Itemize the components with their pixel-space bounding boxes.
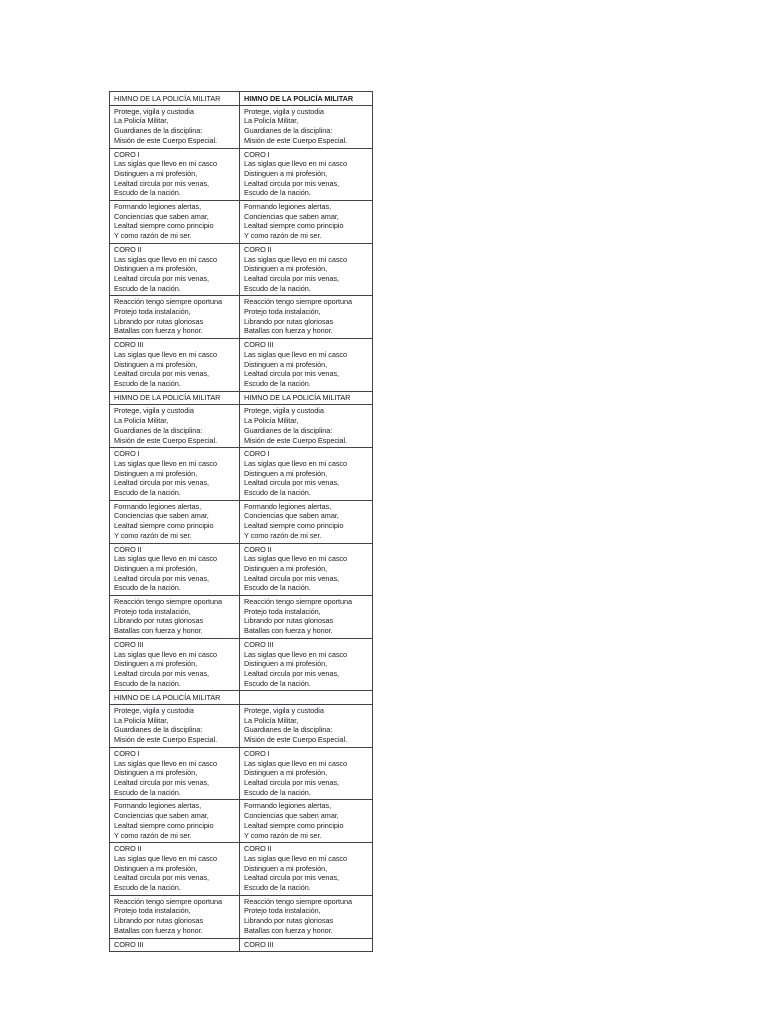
lyric-line: Protejo toda instalación, [244, 906, 321, 916]
lyric-line: Reacción tengo siempre oportuna [114, 597, 222, 607]
lyric-line: Reacción tengo siempre oportuna [244, 297, 352, 307]
lyrics-cell-left [110, 106, 239, 148]
lyric-line: Lealtad circula por mis venas, [114, 668, 210, 678]
lyrics-cell-left [110, 405, 239, 447]
lyric-line: Las siglas que llevo en mi casco [114, 159, 218, 169]
lyrics-cell-right [239, 939, 372, 952]
lyric-line: Batallas con fuerza y honor. [114, 925, 203, 935]
lyric-line: Protejo toda instalación, [114, 906, 191, 916]
lyric-line: La Policía Militar, [244, 715, 299, 725]
lyric-line: Lealtad circula por mis venas, [114, 369, 210, 379]
lyric-line: Lealtad circula por mis venas, [244, 369, 340, 379]
lyrics-cell-right [239, 339, 372, 391]
hymn-title-text: HIMNO DE LA POLICÍA MILITAR [114, 93, 221, 103]
lyric-line: Las siglas que llevo en mi casco [114, 649, 218, 659]
lyric-line: Y como razón de mi ser. [114, 530, 192, 540]
lyric-line: Escudo de la nación. [114, 678, 181, 688]
lyrics-cell-left [110, 596, 239, 638]
stanza-row [110, 200, 372, 243]
lyrics-cell-left [110, 896, 239, 938]
lyric-line: Lealtad circula por mis venas, [114, 273, 210, 283]
lyric-line: Escudo de la nación. [114, 488, 181, 498]
lyric-line: Protege, vigila y custodia [244, 406, 324, 416]
lyrics-cell-right [239, 896, 372, 938]
lyric-line: Guardianes de la disciplina: [244, 725, 333, 735]
lyric-line: Las siglas que llevo en mi casco [114, 853, 218, 863]
lyric-line: Conciencias que saben amar, [114, 811, 209, 821]
lyric-line: Escudo de la nación. [244, 378, 311, 388]
lyric-line: Las siglas que llevo en mi casco [244, 159, 348, 169]
lyric-line: CORO III [244, 639, 274, 649]
lyric-line: Protege, vigila y custodia [244, 706, 324, 716]
lyric-line: Lealtad circula por mis venas, [244, 573, 340, 583]
lyrics-cell-left [110, 339, 239, 391]
lyric-line: Las siglas que llevo en mi casco [114, 758, 218, 768]
lyric-line: Conciencias que saben amar, [114, 211, 209, 221]
lyric-line: Lealtad circula por mis venas, [244, 273, 340, 283]
lyric-line: CORO III [114, 340, 144, 350]
lyric-line: Distinguen a mi profesión, [114, 563, 198, 573]
lyric-line: Escudo de la nación. [244, 488, 311, 498]
lyric-line: Lealtad circula por mis venas, [244, 178, 340, 188]
stanza-row [110, 747, 372, 800]
stanza-row [110, 543, 372, 596]
lyric-line: Misión de este Cuerpo Especial. [114, 435, 218, 445]
lyric-line: Las siglas que llevo en mi casco [114, 458, 218, 468]
lyric-line: Batallas con fuerza y honor. [114, 326, 203, 336]
lyrics-cell-left [110, 448, 239, 500]
lyric-line: CORO II [244, 544, 272, 554]
lyric-line: Conciencias que saben amar, [244, 211, 339, 221]
lyric-line: Las siglas que llevo en mi casco [244, 649, 348, 659]
lyrics-cell-right [239, 501, 372, 543]
lyric-line: CORO I [244, 449, 270, 459]
lyrics-cell-right [239, 748, 372, 800]
lyrics-cell-right [239, 544, 372, 596]
lyrics-cell-left [110, 501, 239, 543]
stanza-row [110, 895, 372, 938]
stanza-row [110, 338, 372, 391]
hymn-title-row [110, 391, 372, 405]
lyric-line: Distinguen a mi profesión, [244, 264, 328, 274]
lyric-line: Lealtad circula por mis venas, [114, 778, 210, 787]
lyric-line: Batallas con fuerza y honor. [114, 626, 203, 636]
lyric-line: Escudo de la nación. [114, 583, 181, 593]
lyric-line: CORO I [114, 449, 140, 459]
lyric-line: Escudo de la nación. [244, 283, 311, 293]
lyric-line: Lealtad circula por mis venas, [244, 873, 340, 883]
lyric-line: Distinguen a mi profesión, [244, 168, 328, 178]
lyric-line: Formando legiones alertas, [244, 202, 332, 212]
lyric-line: Distinguen a mi profesión, [244, 468, 328, 478]
lyric-line: CORO II [114, 244, 142, 254]
lyric-line: Distinguen a mi profesión, [114, 264, 198, 274]
lyric-line: Distinguen a mi profesión, [244, 563, 328, 573]
lyric-line: Librando por rutas gloriosas [244, 316, 334, 326]
lyrics-cell-left [110, 748, 239, 800]
lyric-line: Reacción tengo siempre oportuna [244, 896, 352, 906]
lyrics-cell-left [110, 544, 239, 596]
lyric-line: Formando legiones alertas, [114, 801, 202, 811]
lyric-line: Escudo de la nación. [114, 883, 181, 893]
lyrics-cell-left [110, 705, 239, 747]
lyric-line: Conciencias que saben amar, [244, 811, 339, 821]
lyrics-cell-left [110, 392, 239, 405]
lyrics-cell-right [239, 800, 372, 842]
lyric-line: CORO II [244, 244, 272, 254]
lyric-line: Conciencias que saben amar, [114, 511, 209, 521]
lyric-line: Y como razón de mi ser. [114, 231, 192, 241]
lyric-line: CORO II [244, 844, 272, 854]
lyric-line: Reacción tengo siempre oportuna [114, 297, 222, 307]
lyric-line: Misión de este Cuerpo Especial. [244, 435, 348, 445]
lyric-line: Distinguen a mi profesión, [244, 359, 328, 369]
lyrics-cell-right [239, 691, 372, 704]
lyrics-cell-left [110, 691, 239, 704]
lyric-line: Escudo de la nación. [114, 378, 181, 388]
lyric-line: Distinguen a mi profesión, [244, 659, 328, 669]
lyric-line: Protege, vigila y custodia [114, 406, 194, 416]
lyric-line: Las siglas que llevo en mi casco [114, 254, 218, 264]
lyric-line: Protejo toda instalación, [114, 606, 191, 616]
hymn-title-row [110, 690, 372, 704]
stanza-row [110, 148, 372, 201]
lyric-line: Misión de este Cuerpo Especial. [244, 735, 348, 745]
lyric-line: Librando por rutas gloriosas [114, 616, 204, 626]
lyric-line: CORO III [114, 939, 144, 949]
lyric-line: Las siglas que llevo en mi casco [114, 554, 218, 564]
lyric-line: Lealtad circula por mis venas, [114, 478, 210, 488]
lyric-line: Guardianes de la disciplina: [114, 126, 203, 136]
lyric-line: Escudo de la nación. [244, 678, 311, 688]
stanza-row [110, 295, 372, 338]
lyrics-cell-left [110, 92, 239, 105]
lyric-line: Distinguen a mi profesión, [114, 863, 198, 873]
lyric-line: Librando por rutas gloriosas [244, 916, 334, 926]
lyrics-cell-right [239, 596, 372, 638]
lyrics-cell-left [110, 800, 239, 842]
lyrics-cell-left [110, 843, 239, 895]
lyric-line: CORO I [114, 748, 140, 758]
lyric-line: Lealtad siempre como principio [244, 221, 344, 231]
lyric-line: Escudo de la nación. [244, 583, 311, 593]
lyric-line: Escudo de la nación. [244, 188, 311, 198]
lyric-line: CORO III [244, 939, 274, 949]
lyric-line: La Policía Militar, [114, 116, 169, 126]
stanza-row [110, 105, 372, 148]
lyric-line: Lealtad circula por mis venas, [244, 478, 340, 488]
lyrics-cell-left [110, 201, 239, 243]
lyric-line: Lealtad circula por mis venas, [244, 668, 340, 678]
lyric-line: Formando legiones alertas, [244, 801, 332, 811]
stanza-row [110, 938, 372, 952]
lyric-line: CORO III [114, 639, 144, 649]
lyric-line: Protejo toda instalación, [244, 307, 321, 317]
lyric-line: Formando legiones alertas, [114, 501, 202, 511]
hymn-title-text: HIMNO DE LA POLICÍA MILITAR [114, 692, 221, 702]
lyric-line: Lealtad circula por mis venas, [114, 573, 210, 583]
lyric-line: Protege, vigila y custodia [114, 106, 194, 116]
lyric-line: Protege, vigila y custodia [244, 106, 324, 116]
lyric-line: Distinguen a mi profesión, [114, 359, 198, 369]
lyric-line: Escudo de la nación. [244, 883, 311, 893]
lyric-line: Las siglas que llevo en mi casco [244, 349, 348, 359]
lyric-line: Y como razón de mi ser. [244, 530, 322, 540]
lyric-line: Formando legiones alertas, [114, 202, 202, 212]
lyric-line: Y como razón de mi ser. [114, 830, 192, 840]
lyric-line: CORO I [244, 748, 270, 758]
lyric-line: Distinguen a mi profesión, [114, 168, 198, 178]
lyric-line: Formando legiones alertas, [244, 501, 332, 511]
lyrics-cell-right [239, 843, 372, 895]
lyrics-cell-right [239, 639, 372, 691]
lyric-line: CORO II [114, 844, 142, 854]
lyric-line: Distinguen a mi profesión, [114, 659, 198, 669]
lyric-line: Misión de este Cuerpo Especial. [114, 135, 218, 145]
lyrics-cell-right [239, 705, 372, 747]
lyric-line: Librando por rutas gloriosas [114, 916, 204, 926]
lyric-line: Protege, vigila y custodia [114, 706, 194, 716]
hymn-title-row [110, 92, 372, 105]
lyric-line: Lealtad siempre como principio [244, 521, 344, 531]
lyric-line: Las siglas que llevo en mi casco [244, 853, 348, 863]
lyric-line: Las siglas que llevo en mi casco [114, 349, 218, 359]
lyric-line: Lealtad siempre como principio [114, 820, 214, 830]
lyrics-cell-right [239, 201, 372, 243]
stanza-row [110, 704, 372, 747]
lyric-line: Batallas con fuerza y honor. [244, 925, 333, 935]
lyric-line: Escudo de la nación. [244, 787, 311, 797]
lyric-line: Escudo de la nación. [114, 283, 181, 293]
lyric-line: Y como razón de mi ser. [244, 830, 322, 840]
lyric-line: Guardianes de la disciplina: [114, 425, 203, 435]
lyric-line: Conciencias que saben amar, [244, 511, 339, 521]
lyric-line: Lealtad circula por mis venas, [244, 778, 340, 787]
lyric-line: CORO I [244, 149, 270, 159]
lyric-line: Distinguen a mi profesión, [114, 468, 198, 478]
lyric-line: Guardianes de la disciplina: [244, 126, 333, 136]
lyric-line: Protejo toda instalación, [244, 606, 321, 616]
lyrics-cell-right [239, 405, 372, 447]
lyric-line: Lealtad siempre como principio [114, 521, 214, 531]
lyrics-cell-right [239, 448, 372, 500]
lyrics-cell-left [110, 296, 239, 338]
hymn-title-text: HIMNO DE LA POLICÍA MILITAR [244, 93, 354, 103]
stanza-row [110, 243, 372, 296]
lyric-line: Misión de este Cuerpo Especial. [244, 135, 348, 145]
lyric-line: CORO I [114, 149, 140, 159]
lyric-line: Batallas con fuerza y honor. [244, 626, 333, 636]
stanza-row [110, 500, 372, 543]
lyrics-cell-right [239, 149, 372, 201]
lyrics-cell-left [110, 149, 239, 201]
lyric-line: La Policía Militar, [244, 416, 299, 426]
lyric-line: Batallas con fuerza y honor. [244, 326, 333, 336]
lyric-line: Las siglas que llevo en mi casco [244, 458, 348, 468]
lyrics-cell-right [239, 92, 372, 105]
lyric-line: La Policía Militar, [244, 116, 299, 126]
lyric-line: Escudo de la nación. [114, 787, 181, 797]
lyric-line: La Policía Militar, [114, 416, 169, 426]
lyric-line: Las siglas que llevo en mi casco [244, 554, 348, 564]
stanza-row [110, 404, 372, 447]
lyric-line: Escudo de la nación. [114, 188, 181, 198]
hymn-title-text: HIMNO DE LA POLICÍA MILITAR [114, 393, 221, 403]
stanza-row [110, 799, 372, 842]
lyrics-cell-right [239, 392, 372, 405]
lyrics-cell-left [110, 244, 239, 296]
lyric-line: Distinguen a mi profesión, [114, 768, 198, 778]
lyric-line: Distinguen a mi profesión, [244, 863, 328, 873]
lyric-line: Las siglas que llevo en mi casco [244, 254, 348, 264]
lyric-line: Guardianes de la disciplina: [114, 725, 203, 735]
stanza-row [110, 595, 372, 638]
lyric-line: Guardianes de la disciplina: [244, 425, 333, 435]
lyric-line: Las siglas que llevo en mi casco [244, 758, 348, 768]
lyrics-cell-left [110, 939, 239, 952]
lyric-line: Librando por rutas gloriosas [114, 316, 204, 326]
lyric-line: CORO III [244, 340, 274, 350]
stanza-row [110, 638, 372, 691]
lyric-line: Distinguen a mi profesión, [244, 768, 328, 778]
lyrics-cell-right [239, 244, 372, 296]
hymn-title-text: HIMNO DE LA POLICÍA MILITAR [244, 393, 351, 403]
hymn-lyrics-table [109, 91, 373, 952]
lyric-line: Lealtad siempre como principio [114, 221, 214, 231]
lyrics-cell-right [239, 106, 372, 148]
lyric-line: Y como razón de mi ser. [244, 231, 322, 241]
lyrics-cell-right [239, 296, 372, 338]
lyric-line: La Policía Militar, [114, 715, 169, 725]
lyric-line: Lealtad circula por mis venas, [114, 178, 210, 188]
lyric-line: Protejo toda instalación, [114, 307, 191, 317]
stanza-row [110, 842, 372, 895]
lyric-line: Lealtad circula por mis venas, [114, 873, 210, 883]
lyric-line: Reacción tengo siempre oportuna [244, 597, 352, 607]
lyric-line: Reacción tengo siempre oportuna [114, 896, 222, 906]
lyric-line: Lealtad siempre como principio [244, 820, 344, 830]
stanza-row [110, 447, 372, 500]
lyric-line: Librando por rutas gloriosas [244, 616, 334, 626]
lyric-line: CORO II [114, 544, 142, 554]
lyric-line: Misión de este Cuerpo Especial. [114, 735, 218, 745]
lyrics-cell-left [110, 639, 239, 691]
